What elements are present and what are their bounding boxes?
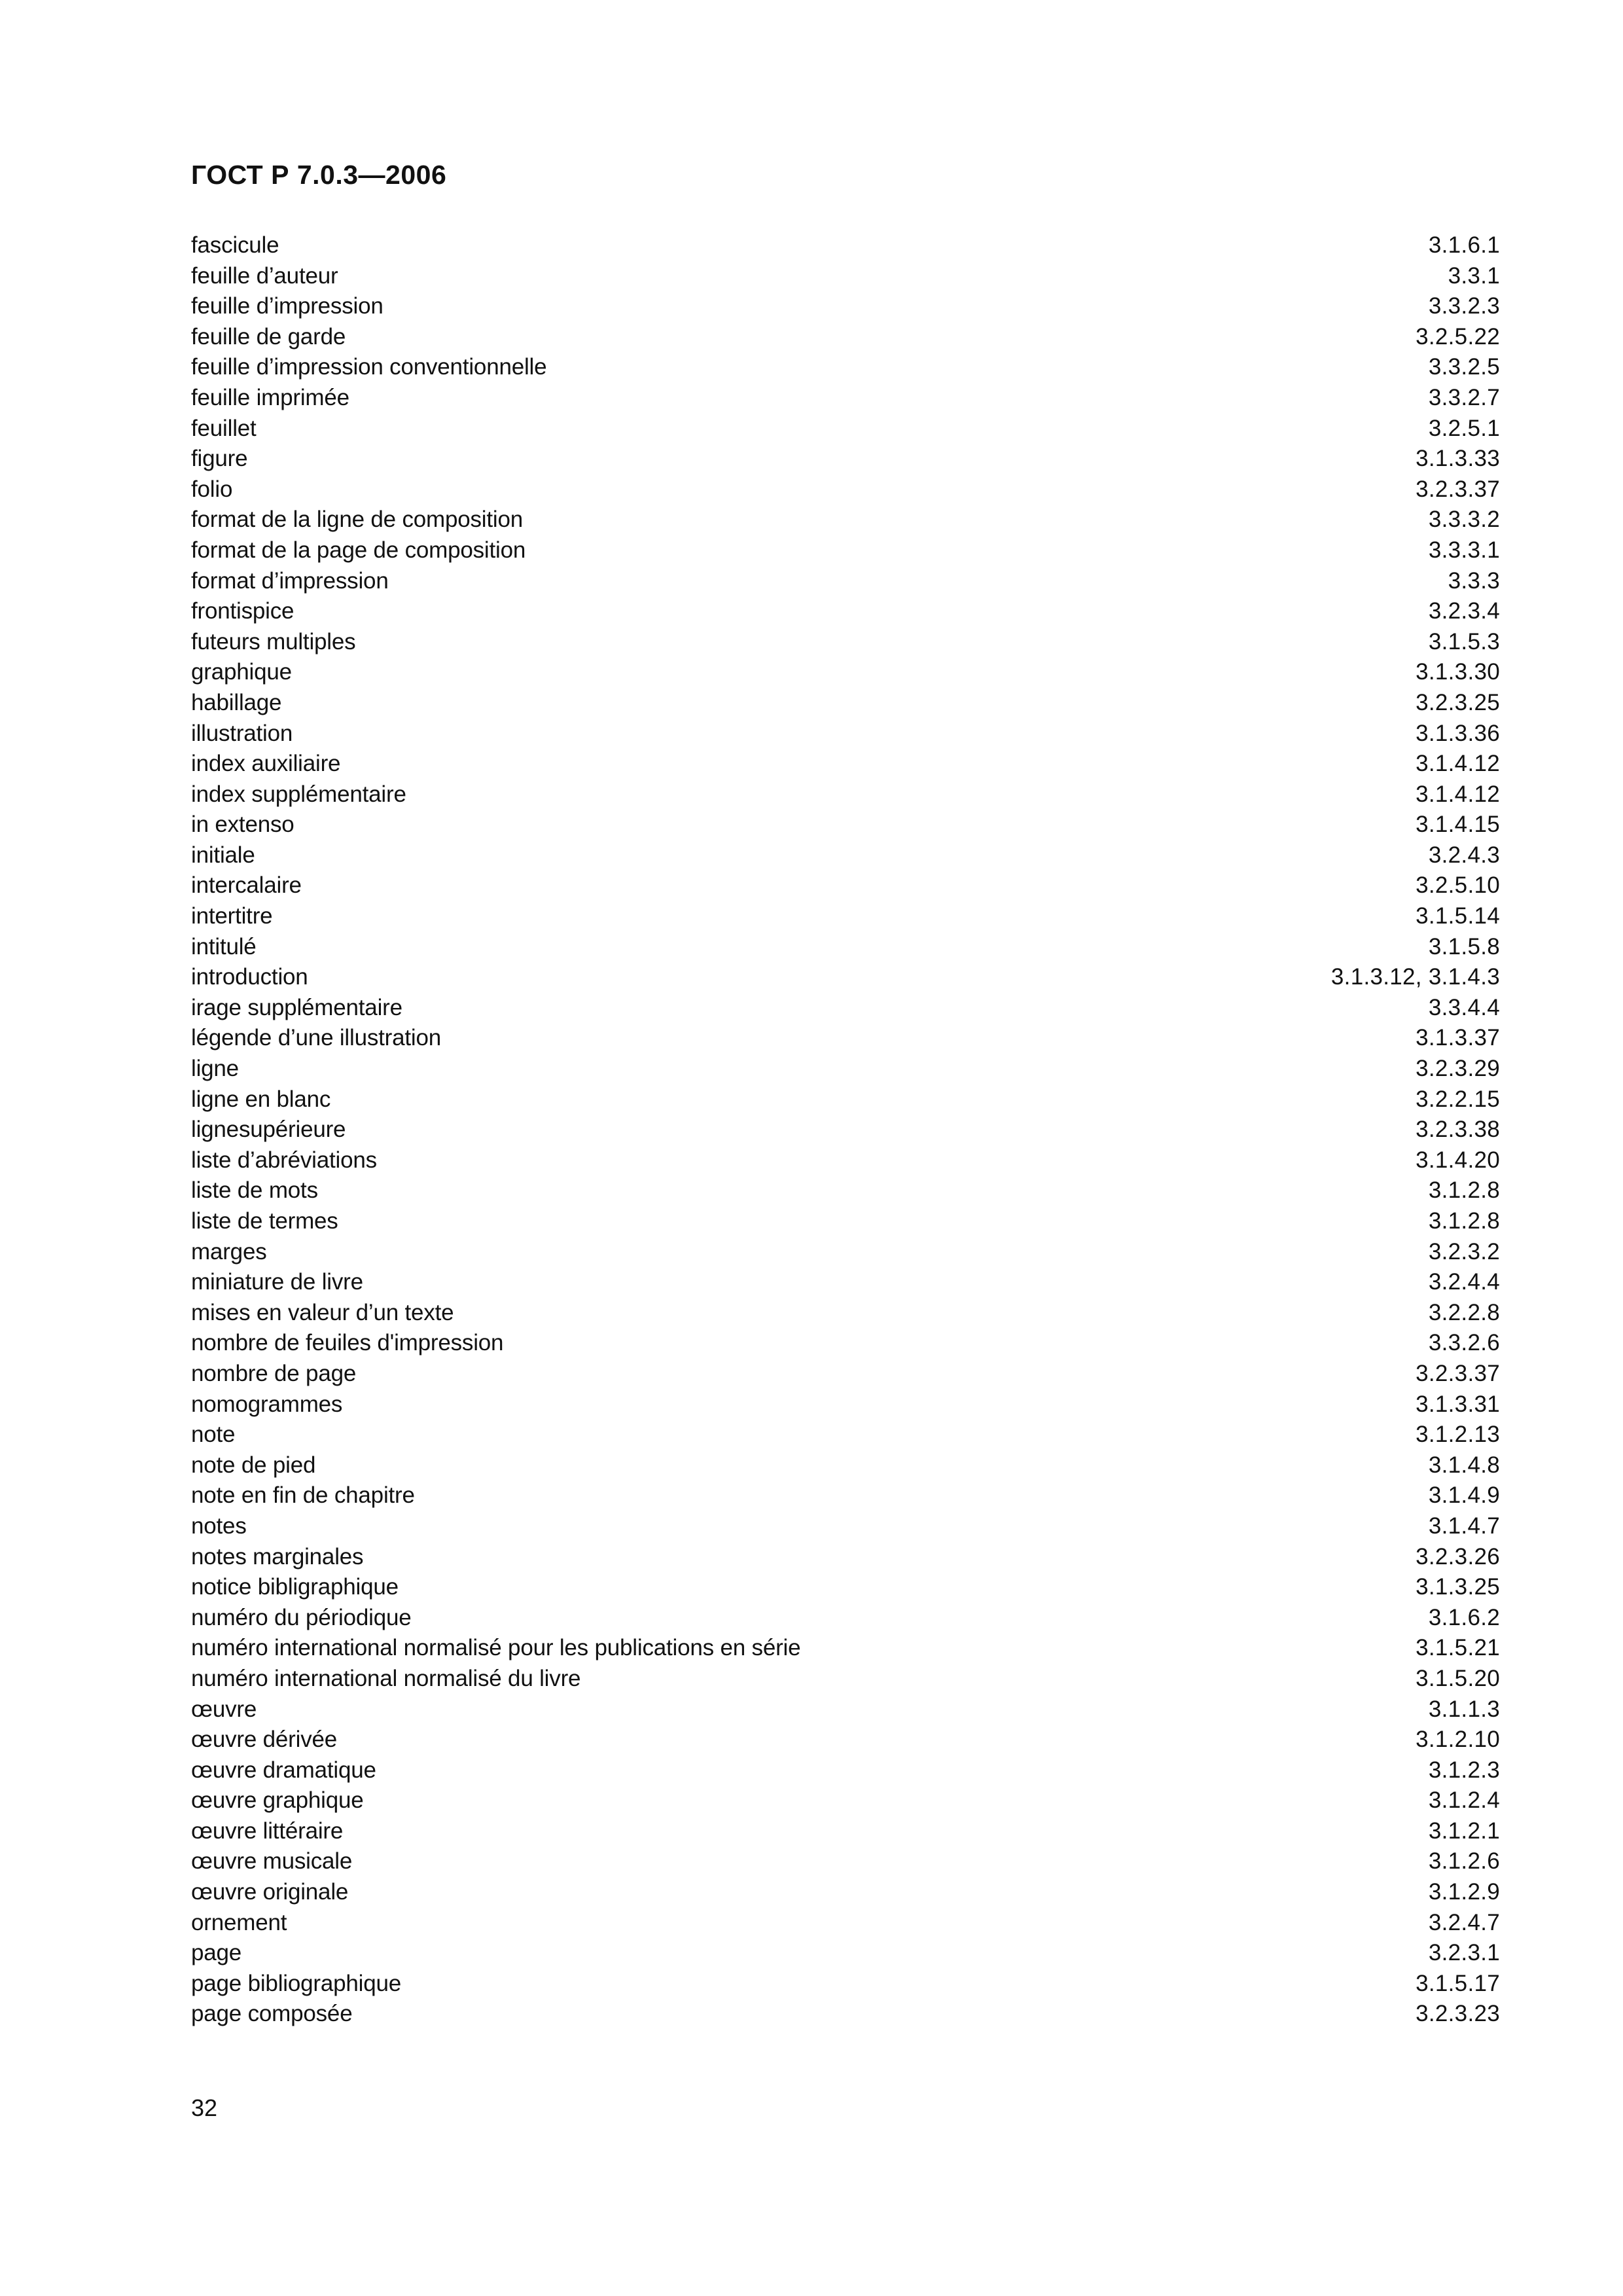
index-entry <box>191 1725 1500 1755</box>
index-term: feuille d’impression <box>191 293 383 319</box>
index-term: feuille imprimée <box>191 384 349 410</box>
index-entry <box>191 414 1500 444</box>
index-entry <box>191 1298 1500 1329</box>
index-reference: 3.1.5.3 <box>1428 628 1500 655</box>
index-term: intercalaire <box>191 872 302 899</box>
index-term: œuvre dérivée <box>191 1727 338 1753</box>
index-entry <box>191 1420 1500 1450</box>
index-reference: 3.1.6.1 <box>1428 232 1500 258</box>
index-reference: 3.1.2.10 <box>1416 1727 1500 1753</box>
index-entry <box>191 1785 1500 1816</box>
index-reference: 3.3.3.2 <box>1428 507 1500 533</box>
index-reference: 3.1.4.9 <box>1428 1482 1500 1509</box>
index-reference: 3.1.3.25 <box>1416 1574 1500 1600</box>
index-entry <box>191 688 1500 719</box>
index-reference: 3.1.5.17 <box>1416 1970 1500 1996</box>
index-reference: 3.1.3.37 <box>1416 1025 1500 1051</box>
index-term: habillage <box>191 689 282 715</box>
index-entry <box>191 1206 1500 1237</box>
index-reference: 3.1.2.9 <box>1428 1879 1500 1905</box>
index-entry <box>191 566 1500 597</box>
index-entry <box>191 1846 1500 1877</box>
index-reference: 3.2.3.1 <box>1428 1940 1500 1966</box>
index-term: introduction <box>191 964 308 990</box>
index-reference: 3.2.3.23 <box>1416 2001 1500 2027</box>
index-entry <box>191 993 1500 1024</box>
index-reference: 3.3.3.1 <box>1428 537 1500 563</box>
index-term: intitulé <box>191 933 257 960</box>
index-term: format d’impression <box>191 567 389 594</box>
index-reference: 3.1.5.21 <box>1416 1635 1500 1661</box>
index-entry <box>191 535 1500 566</box>
index-reference: 3.1.4.15 <box>1416 812 1500 838</box>
index-term: marges <box>191 1238 267 1265</box>
index-term: notice bibligraphique <box>191 1574 399 1600</box>
index-reference: 3.2.4.4 <box>1428 1269 1500 1295</box>
index-entry <box>191 1085 1500 1115</box>
index-entry <box>191 1633 1500 1664</box>
index-term: œuvre littéraire <box>191 1818 344 1844</box>
index-term: nombre de feuiles d'impression <box>191 1330 504 1356</box>
index-term: nomogrammes <box>191 1391 343 1417</box>
index-term: feuille de garde <box>191 323 346 350</box>
index-entry <box>191 596 1500 627</box>
index-entry <box>191 383 1500 414</box>
index-reference: 3.1.2.3 <box>1428 1757 1500 1783</box>
index-entry <box>191 1175 1500 1206</box>
term-index-list <box>191 230 1500 2030</box>
index-reference: 3.1.3.33 <box>1416 446 1500 472</box>
index-entry <box>191 1328 1500 1359</box>
index-reference: 3.1.4.7 <box>1428 1513 1500 1539</box>
index-entry <box>191 261 1500 292</box>
index-reference: 3.1.2.8 <box>1428 1208 1500 1234</box>
index-entry <box>191 1542 1500 1573</box>
index-reference: 3.2.5.22 <box>1416 323 1500 350</box>
index-reference: 3.1.2.13 <box>1416 1422 1500 1448</box>
index-entry <box>191 1572 1500 1603</box>
index-reference: 3.1.5.20 <box>1416 1665 1500 1691</box>
index-entry <box>191 1267 1500 1298</box>
index-entry <box>191 1755 1500 1786</box>
index-term: numéro international normalisé du livre <box>191 1665 581 1691</box>
index-entry <box>191 1938 1500 1969</box>
index-entry <box>191 1237 1500 1268</box>
index-term: ligne en blanc <box>191 1086 331 1112</box>
index-term: page <box>191 1940 242 1966</box>
index-term: figure <box>191 446 248 472</box>
index-term: œuvre originale <box>191 1879 349 1905</box>
index-term: ornement <box>191 1909 287 1935</box>
index-reference: 3.3.3 <box>1448 567 1500 594</box>
index-reference: 3.2.4.3 <box>1428 842 1500 868</box>
index-entry <box>191 291 1500 322</box>
index-entry <box>191 322 1500 353</box>
index-term: liste de termes <box>191 1208 338 1234</box>
index-entry <box>191 1023 1500 1054</box>
index-entry <box>191 1695 1500 1725</box>
page-number: 32 <box>191 2094 218 2121</box>
index-entry <box>191 719 1500 749</box>
index-entry <box>191 1603 1500 1634</box>
index-reference: 3.2.3.37 <box>1416 1360 1500 1386</box>
index-reference: 3.3.2.6 <box>1428 1330 1500 1356</box>
index-term: liste de mots <box>191 1177 318 1204</box>
index-term: liste d’abréviations <box>191 1147 377 1173</box>
index-reference: 3.1.4.12 <box>1416 781 1500 807</box>
index-term: lignesupérieure <box>191 1117 346 1143</box>
index-term: note en fin de chapitre <box>191 1482 415 1509</box>
index-reference: 3.3.2.5 <box>1428 354 1500 380</box>
index-entry <box>191 840 1500 871</box>
index-term: frontispice <box>191 598 294 624</box>
index-reference: 3.1.5.14 <box>1416 903 1500 929</box>
index-term: page bibliographique <box>191 1970 401 1996</box>
index-reference: 3.2.3.2 <box>1428 1238 1500 1265</box>
index-term: œuvre musicale <box>191 1848 353 1874</box>
index-entry <box>191 1115 1500 1145</box>
index-term: note <box>191 1422 236 1448</box>
index-term: notes <box>191 1513 247 1539</box>
index-reference: 3.1.1.3 <box>1428 1696 1500 1722</box>
index-term: intertitre <box>191 903 273 929</box>
index-term: folio <box>191 476 233 502</box>
index-reference: 3.3.4.4 <box>1428 994 1500 1020</box>
index-term: page composée <box>191 2001 353 2027</box>
index-reference: 3.1.3.12, 3.1.4.3 <box>1330 964 1500 990</box>
index-entry <box>191 1480 1500 1511</box>
index-entry <box>191 1054 1500 1085</box>
index-term: ligne <box>191 1056 239 1082</box>
index-term: feuille d’impression conventionnelle <box>191 354 547 380</box>
index-entry <box>191 1390 1500 1420</box>
index-entry <box>191 352 1500 383</box>
index-entry <box>191 657 1500 688</box>
index-reference: 3.3.2.7 <box>1428 384 1500 410</box>
index-reference: 3.1.4.20 <box>1416 1147 1500 1173</box>
index-entry <box>191 505 1500 535</box>
index-entry <box>191 627 1500 658</box>
index-term: œuvre graphique <box>191 1787 364 1814</box>
index-term: numéro du périodique <box>191 1604 412 1630</box>
index-reference: 3.1.3.30 <box>1416 659 1500 685</box>
index-entry <box>191 1145 1500 1176</box>
index-reference: 3.1.3.36 <box>1416 720 1500 746</box>
index-entry <box>191 901 1500 932</box>
index-entry <box>191 1359 1500 1390</box>
index-reference: 3.3.2.3 <box>1428 293 1500 319</box>
index-term: in extenso <box>191 812 294 838</box>
index-reference: 3.1.2.6 <box>1428 1848 1500 1874</box>
index-reference: 3.2.3.38 <box>1416 1117 1500 1143</box>
index-entry <box>191 1908 1500 1939</box>
index-reference: 3.1.2.8 <box>1428 1177 1500 1204</box>
index-term: feuillet <box>191 415 257 441</box>
index-term: mises en valeur d’un texte <box>191 1299 454 1325</box>
index-reference: 3.2.3.29 <box>1416 1056 1500 1082</box>
index-term: légende d’une illustration <box>191 1025 442 1051</box>
index-entry <box>191 1969 1500 2000</box>
index-reference: 3.2.3.26 <box>1416 1543 1500 1570</box>
index-entry <box>191 780 1500 810</box>
index-entry <box>191 1816 1500 1847</box>
index-entry <box>191 962 1500 993</box>
index-term: miniature de livre <box>191 1269 363 1295</box>
index-term: fascicule <box>191 232 279 258</box>
index-reference: 3.1.5.8 <box>1428 933 1500 960</box>
index-entry <box>191 1999 1500 2030</box>
index-reference: 3.1.4.12 <box>1416 751 1500 777</box>
index-reference: 3.1.2.1 <box>1428 1818 1500 1844</box>
index-term: feuille d’auteur <box>191 262 338 289</box>
index-term: œuvre dramatique <box>191 1757 376 1783</box>
index-entry <box>191 1450 1500 1481</box>
index-reference: 3.2.3.4 <box>1428 598 1500 624</box>
index-reference: 3.2.5.1 <box>1428 415 1500 441</box>
index-term: numéro international normalisé pour les publications en série <box>191 1635 801 1661</box>
index-reference: 3.2.2.8 <box>1428 1299 1500 1325</box>
index-term: illustration <box>191 720 293 746</box>
index-entry <box>191 1511 1500 1542</box>
page-header-title: ГОСТ Р 7.0.3—2006 <box>191 160 447 190</box>
index-entry <box>191 1664 1500 1695</box>
index-entry <box>191 749 1500 780</box>
index-term: futeurs multiples <box>191 628 356 655</box>
index-reference: 3.1.2.4 <box>1428 1787 1500 1814</box>
index-term: index supplémentaire <box>191 781 406 807</box>
index-reference: 3.2.3.37 <box>1416 476 1500 502</box>
index-term: index auxiliaire <box>191 751 341 777</box>
index-term: irage supplémentaire <box>191 994 402 1020</box>
index-term: format de la ligne de composition <box>191 507 524 533</box>
index-reference: 3.2.3.25 <box>1416 689 1500 715</box>
index-entry <box>191 444 1500 475</box>
index-reference: 3.2.5.10 <box>1416 872 1500 899</box>
index-reference: 3.1.4.8 <box>1428 1452 1500 1478</box>
index-entry <box>191 932 1500 963</box>
index-term: œuvre <box>191 1696 257 1722</box>
index-reference: 3.1.6.2 <box>1428 1604 1500 1630</box>
index-term: graphique <box>191 659 292 685</box>
index-term: format de la page de composition <box>191 537 526 563</box>
index-term: initiale <box>191 842 255 868</box>
index-term: nombre de page <box>191 1360 357 1386</box>
index-entry <box>191 810 1500 840</box>
index-reference: 3.3.1 <box>1448 262 1500 289</box>
index-entry <box>191 870 1500 901</box>
index-reference: 3.2.2.15 <box>1416 1086 1500 1112</box>
index-entry <box>191 230 1500 261</box>
index-term: notes marginales <box>191 1543 364 1570</box>
index-reference: 3.2.4.7 <box>1428 1909 1500 1935</box>
index-entry <box>191 1877 1500 1908</box>
index-reference: 3.1.3.31 <box>1416 1391 1500 1417</box>
index-entry <box>191 475 1500 505</box>
index-term: note de pied <box>191 1452 316 1478</box>
